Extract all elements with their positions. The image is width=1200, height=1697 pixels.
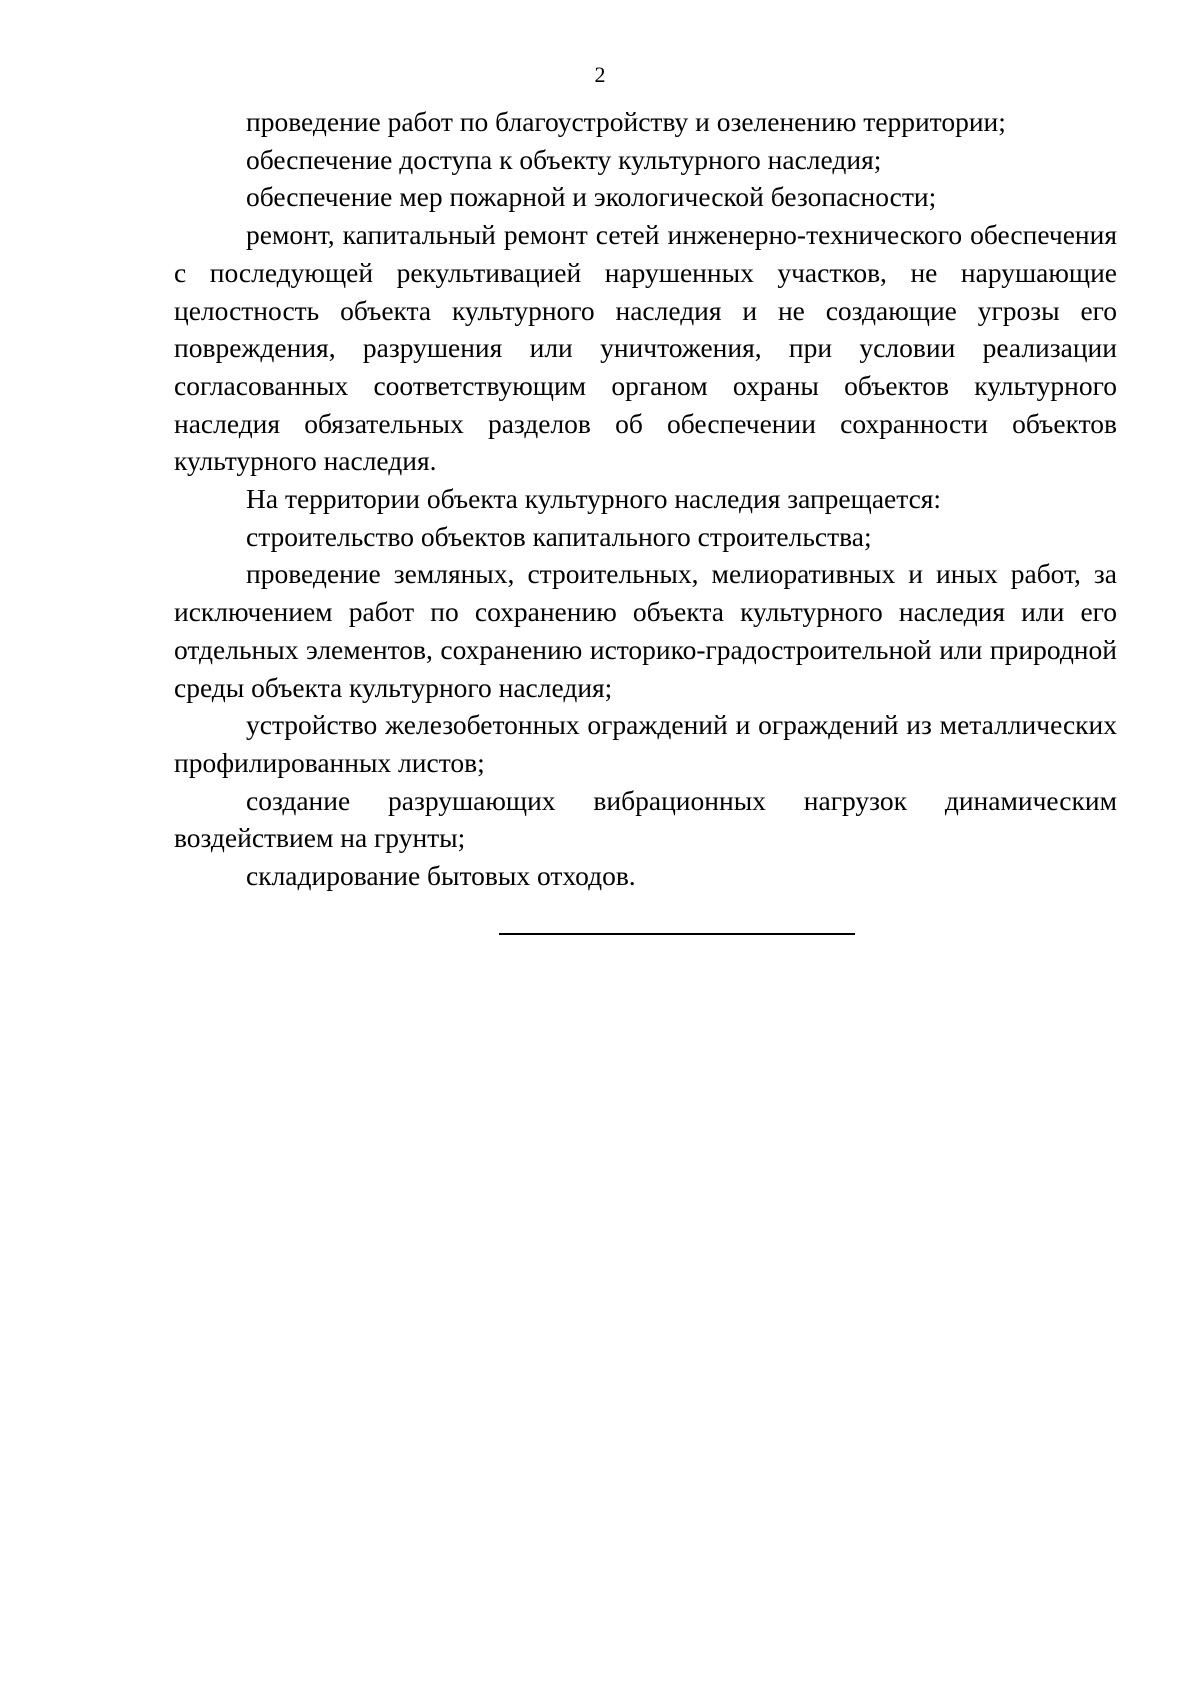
paragraph-waste: складирование бытовых отходов. [246, 860, 636, 892]
paragraph-vibration: создание разрушающих вибрационных нагрузок динамическим воздействием на грунты; [174, 784, 1117, 854]
paragraph-access: обеспечение доступа к объекту культурного наследия; [246, 143, 882, 175]
paragraph-repair-networks: ремонт, капитальный ремонт сетей инженерно-технического обеспечения с последующей рекультивацией нарушенных участков, не нарушающие целостность объекта культурного наследия и не создающие угрозы его повреждения, разрушения или уничтожения, при условии реализации согласованных соответствующим органом охраны объектов культурного наследия обязательных разделов об обеспечении сохранности объектов культурного наследия. [174, 219, 1117, 477]
page-number: 2 [594, 62, 606, 87]
paragraph-construction: строительство объектов капитального строительства; [246, 520, 872, 552]
end-divider-line [499, 933, 855, 935]
paragraph-safety: обеспечение мер пожарной и экологической безопасности; [246, 181, 937, 213]
paragraph-fences: устройство железобетонных ограждений и ограждений из металлических профилированных листов; [174, 709, 1117, 778]
paragraph-landscaping: проведение работ по благоустройству и озеленению территории; [246, 106, 1006, 137]
document-body [174, 103, 1117, 895]
paragraph-earthworks: проведение земляных, строительных, мелиоративных и иных работ, за исключением работ по сохранению объекта культурного наследия или его отдельных элементов, сохранению историко-градостроительной или природной среды объекта культурного наследия; [174, 558, 1117, 703]
paragraph-prohibitions-heading: На территории объекта культурного наследия запрещается: [246, 483, 942, 515]
